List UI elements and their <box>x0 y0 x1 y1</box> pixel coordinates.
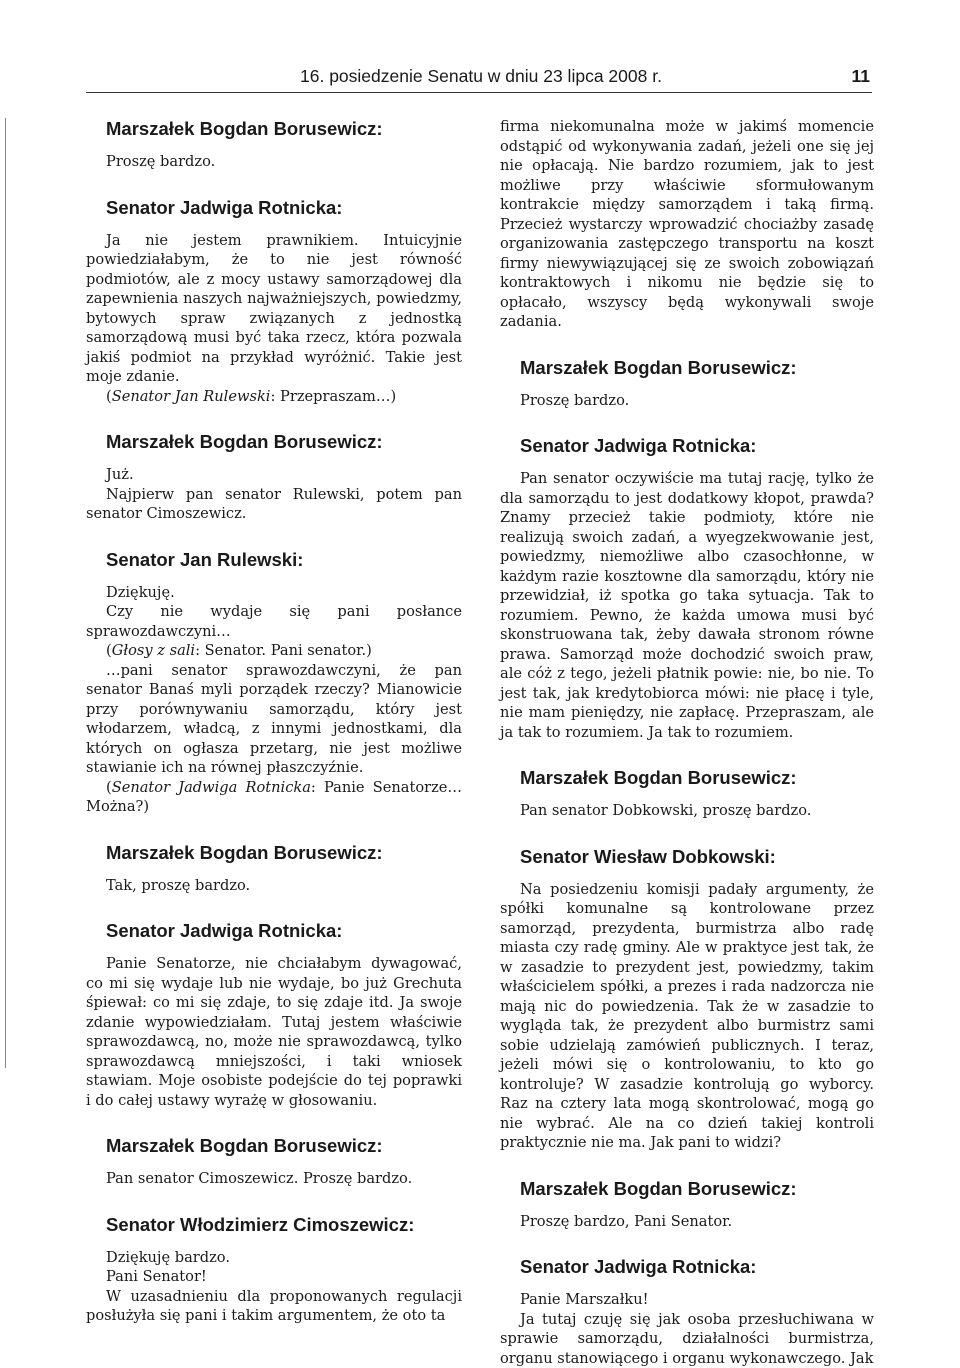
interjection: (Głosy z sali: Senator. Pani senator.) <box>86 641 462 661</box>
speaker-heading: Senator Jan Rulewski: <box>86 548 462 572</box>
speech-paragraph: Ja nie jestem prawnikiem. Intuicyjnie powiedziałabym, że to nie jest równość podmiotów, ale z mocy ustawy samorządowej dla zapewnienia naszych najważniejszych, powiedzmy, bytowych spraw związanych z jednostką samorządową musi być taka rzecz, która pozwala jakiś podmiot na przykład wyróżnić. Takie jest moje zdanie. <box>86 231 462 387</box>
speaker-heading: Marszałek Bogdan Borusewicz: <box>500 766 874 790</box>
speech-paragraph-continued: firma niekomunalna może w jakimś momencie odstąpić od wykonywania zadań, jeżeli one się jej nie opłacają. Nie bardzo rozumiem, jak to jest możliwe przy właściwie sformułowanym kontrakcie między samorządem i taką firmą. Przecież wystarczy wprowadzić chociażby zasadę organizowania zastępczego transportu na koszt firmy niewywiązującej się ze swoich zobowiązań kontraktowych i nikomu nie będzie się to opłacało, wszyscy będą wykonywali swoje zadania. <box>500 117 874 332</box>
speaker-heading: Marszałek Bogdan Borusewicz: <box>86 1134 462 1158</box>
page-number: 11 <box>852 66 871 87</box>
speech-paragraph: Już. <box>86 465 462 485</box>
running-title: 16. posiedzenie Senatu w dniu 23 lipca 2008 r. <box>300 66 662 87</box>
speech-paragraph: Czy nie wydaje się pani posłance sprawozdawczyni… <box>86 602 462 641</box>
speech-paragraph: Dziękuję. <box>86 583 462 603</box>
speech-paragraph: Proszę bardzo, Pani Senator. <box>500 1212 874 1232</box>
margin-rule <box>5 118 6 1068</box>
speech-paragraph: Najpierw pan senator Rulewski, potem pan senator Cimoszewicz. <box>86 485 462 524</box>
speech-paragraph: Ja tutaj czuję się jak osoba przesłuchiwana w sprawie samorządu, działalności burmistrza, organu stanowiącego i organu wykonawczego. Jak <box>500 1310 874 1368</box>
interjection: (Senator Jadwiga Rotnicka: Panie Senatorze… Można?) <box>86 778 462 817</box>
speech-paragraph: Proszę bardzo. <box>500 391 874 411</box>
right-column <box>500 117 874 1279</box>
speech-paragraph: Panie Senatorze, nie chciałabym dywagować, co mi się wydaje lub nie wydaje, bo już Grechuta śpiewał: co mi się zdaje, to się zdaje itd. Ja swoje zdanie wypowiedziałam. Tutaj jestem właściwie sprawozdawcą, no, może nie sprawozdawcą, tylko sprawozdawcą mniejszości, i taki wniosek stawiam. Moje osobiste podejście do tej poprawki i do całej ustawy wyrażę w głosowaniu. <box>86 954 462 1110</box>
speech-paragraph: Pani Senator! <box>86 1267 462 1287</box>
speaker-heading: Senator Włodzimierz Cimoszewicz: <box>86 1213 462 1237</box>
speech-paragraph: Na posiedzeniu komisji padały argumenty, że spółki komunalne są kontrolowane przez samorząd, prezydenta, burmistrza albo radę miasta czy radę gminy. Ale w praktyce jest tak, że w zasadzie to prezydent jest, powiedzmy, takim właścicielem spółki, a prezes i rada nadzorcza nie mają nic do powiedzenia. Tak że w zasadzie to wygląda tak, że prezydent albo burmistrz sami sobie udzielają zamówień publicznych. I teraz, jeżeli mówi się o kontrolowaniu, to kto go kontroluje? W zasadzie kontrolują go wyborcy. Raz na cztery lata mogą skontrolować, mogą go nie wybrać. Ale na co dzień takiej kontroli praktycznie nie ma. Jak pani to widzi? <box>500 880 874 1153</box>
interjection-speaker: Senator Jadwiga Rotnicka <box>112 779 311 796</box>
speaker-heading: Marszałek Bogdan Borusewicz: <box>500 1177 874 1201</box>
speech-paragraph: Tak, proszę bardzo. <box>86 876 462 896</box>
speech-paragraph: W uzasadnieniu dla proponowanych regulacji posłużyła się pani i takim argumentem, że oto ta <box>86 1287 462 1326</box>
speaker-heading: Senator Jadwiga Rotnicka: <box>500 1255 874 1279</box>
speech-paragraph: Pan senator Dobkowski, proszę bardzo. <box>500 801 874 821</box>
page-header <box>86 58 872 93</box>
speech-paragraph: …pani senator sprawozdawczyni, że pan senator Banaś myli porządek rzeczy? Mianowicie przy porównywaniu samorządu, który jest włodarzem, władcą, z innymi jednostkami, dla których on ogłasza przetarg, nie jest możliwe stawianie ich na równej płaszczyźnie. <box>86 661 462 778</box>
speech-paragraph: Pan senator Cimoszewicz. Proszę bardzo. <box>86 1169 462 1189</box>
speaker-heading: Marszałek Bogdan Borusewicz: <box>86 430 462 454</box>
interjection: (Senator Jan Rulewski: Przepraszam…) <box>86 387 462 407</box>
speech-paragraph: Panie Marszałku! <box>500 1290 874 1310</box>
speech-paragraph: Proszę bardzo. <box>86 152 462 172</box>
left-column <box>86 117 462 1279</box>
interjection-speaker: Głosy z sali <box>112 642 195 659</box>
speaker-heading: Marszałek Bogdan Borusewicz: <box>500 356 874 380</box>
speech-paragraph: Pan senator oczywiście ma tutaj rację, tylko że dla samorządu to jest dodatkowy kłopot, prawda? Znamy przecież takie podmioty, które nie realizują swoich zadań, a wyegzekwowanie jest, powiedzmy, niemożliwe albo czasochłonne, w każdym razie kosztowne dla samorządu, który nie przewidział, iż spotka go taka sytuacja. Tak to rozumiem. Pewno, że każda umowa musi być skonstruowana tak, żeby dawała stronom równe prawa. Samorząd może dochodzić swoich praw, ale cóż z tego, jeżeli płatnik powie: nie, bo nie. To jest tak, jak kredytobiorca mówi: nie płacę i tyle, nie mam pieniędzy, nie zapłacę. Przepraszam, ale ja tak to rozumiem. Ja tak to rozumiem. <box>500 469 874 742</box>
speaker-heading: Senator Jadwiga Rotnicka: <box>86 196 462 220</box>
speaker-heading: Marszałek Bogdan Borusewicz: <box>86 841 462 865</box>
speech-paragraph: Dziękuję bardzo. <box>86 1248 462 1268</box>
interjection-speaker: Senator Jan Rulewski <box>112 388 271 405</box>
speaker-heading: Senator Wiesław Dobkowski: <box>500 845 874 869</box>
speaker-heading: Senator Jadwiga Rotnicka: <box>500 434 874 458</box>
speaker-heading: Senator Jadwiga Rotnicka: <box>86 919 462 943</box>
speaker-heading: Marszałek Bogdan Borusewicz: <box>86 117 462 141</box>
